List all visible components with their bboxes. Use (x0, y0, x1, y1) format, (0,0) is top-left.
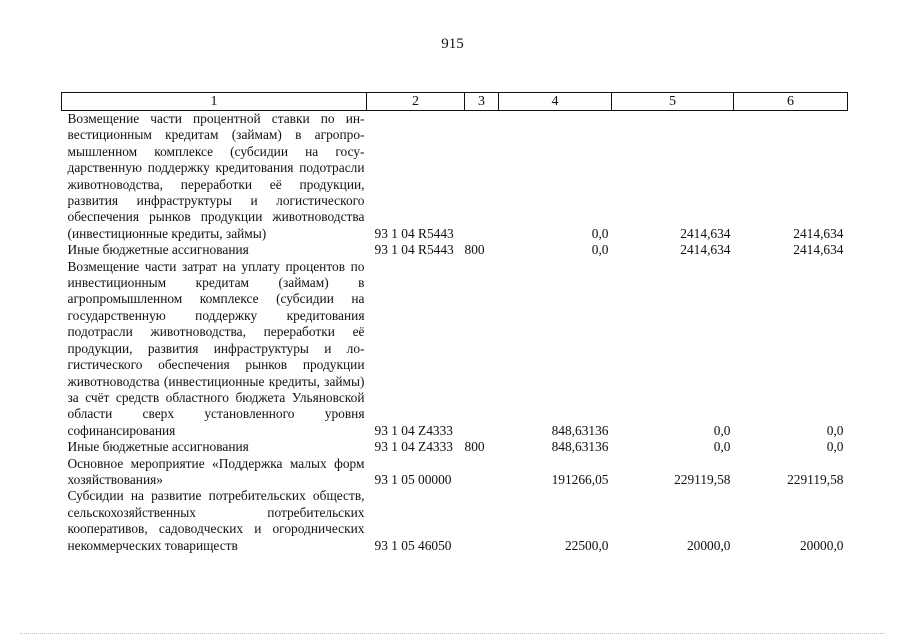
table-row (62, 111, 848, 243)
row-value-col5: 229119,58 (674, 471, 731, 487)
row-expense-type: 800 (464, 242, 485, 258)
row-value-col6: 0,0 (826, 439, 844, 455)
row-name: Возмещение части затрат на уплату процентов по инвестиционным кредитам (займам) в агропромышленном комплексе (субсидии на государственную поддержку кредитования подотрасли животноводства, переработки её продукции, развития инфраструктуры и логистического обеспечения рынков продукции животноводства (инвестиционные кредиты, займы) за счёт средств областного бюджета Ульяновской области сверх установленного уровня софинансирования (67, 258, 365, 438)
row-name: Иные бюджетные ассигнования (67, 242, 249, 258)
row-value-col6: 20000,0 (799, 537, 844, 553)
row-value-col5: 2414,634 (680, 242, 731, 258)
scan-edge-divider (20, 633, 885, 635)
row-name: Возмещение части процентной ставки по инвестиционным кредитам (займам) в агропромышленном комплексе (субсидии на государственную поддержку кредитования подотрасли животноводства, переработки её продукции, развития инфраструктуры и логистического обеспечения рынков продукции животноводства (инвестиционные кредиты, займы) (67, 111, 365, 241)
table-row (62, 242, 848, 258)
header-col-4: 4 (499, 93, 612, 111)
budget-table (61, 92, 848, 554)
header-col-3: 3 (465, 93, 499, 111)
row-value-col5: 20000,0 (686, 537, 731, 553)
header-col-6: 6 (734, 93, 848, 111)
header-col-1: 1 (62, 93, 367, 111)
row-value-col4: 22500,0 (564, 537, 609, 553)
table-header-row (62, 93, 848, 111)
row-name: Основное мероприятие «Поддержка малых форм хозяйствования» (67, 455, 365, 487)
row-value-col5: 0,0 (713, 422, 731, 438)
row-name: Иные бюджетные ассигнования (67, 439, 249, 455)
table-row (62, 439, 848, 455)
row-value-col4: 191266,05 (551, 471, 609, 487)
row-value-col6: 2414,634 (793, 225, 844, 241)
row-expense-type (465, 488, 499, 554)
row-target-code: 93 1 05 00000 (374, 471, 452, 487)
row-value-col6: 229119,58 (787, 471, 844, 487)
row-target-code: 93 1 04 R5443 (374, 225, 454, 241)
header-col-2: 2 (367, 93, 465, 111)
row-value-col5: 2414,634 (680, 225, 731, 241)
row-value-col6: 0,0 (826, 422, 844, 438)
row-target-code: 93 1 05 46050 (374, 537, 452, 553)
row-target-code: 93 1 04 Z4333 (374, 439, 453, 455)
row-expense-type (465, 456, 499, 489)
row-target-code: 93 1 04 R5443 (374, 242, 454, 258)
row-value-col6: 2414,634 (793, 242, 844, 258)
row-expense-type: 800 (464, 439, 485, 455)
row-value-col4: 0,0 (591, 242, 609, 258)
row-value-col5: 0,0 (713, 439, 731, 455)
row-value-col4: 0,0 (591, 225, 609, 241)
row-name: Субсидии на развитие потребительских обществ, сельскохозяйственных потребительских кооперативов, садоводческих и огороднических некоммерческих товариществ (67, 488, 365, 553)
row-expense-type (465, 111, 499, 243)
table-row (62, 488, 848, 554)
table-row (62, 259, 848, 439)
table-row (62, 456, 848, 489)
row-expense-type (465, 259, 499, 439)
page-number: 915 (441, 36, 464, 52)
row-value-col4: 848,63136 (551, 439, 609, 455)
row-value-col4: 848,63136 (551, 422, 609, 438)
row-target-code: 93 1 04 Z4333 (374, 422, 453, 438)
header-col-5: 5 (612, 93, 734, 111)
